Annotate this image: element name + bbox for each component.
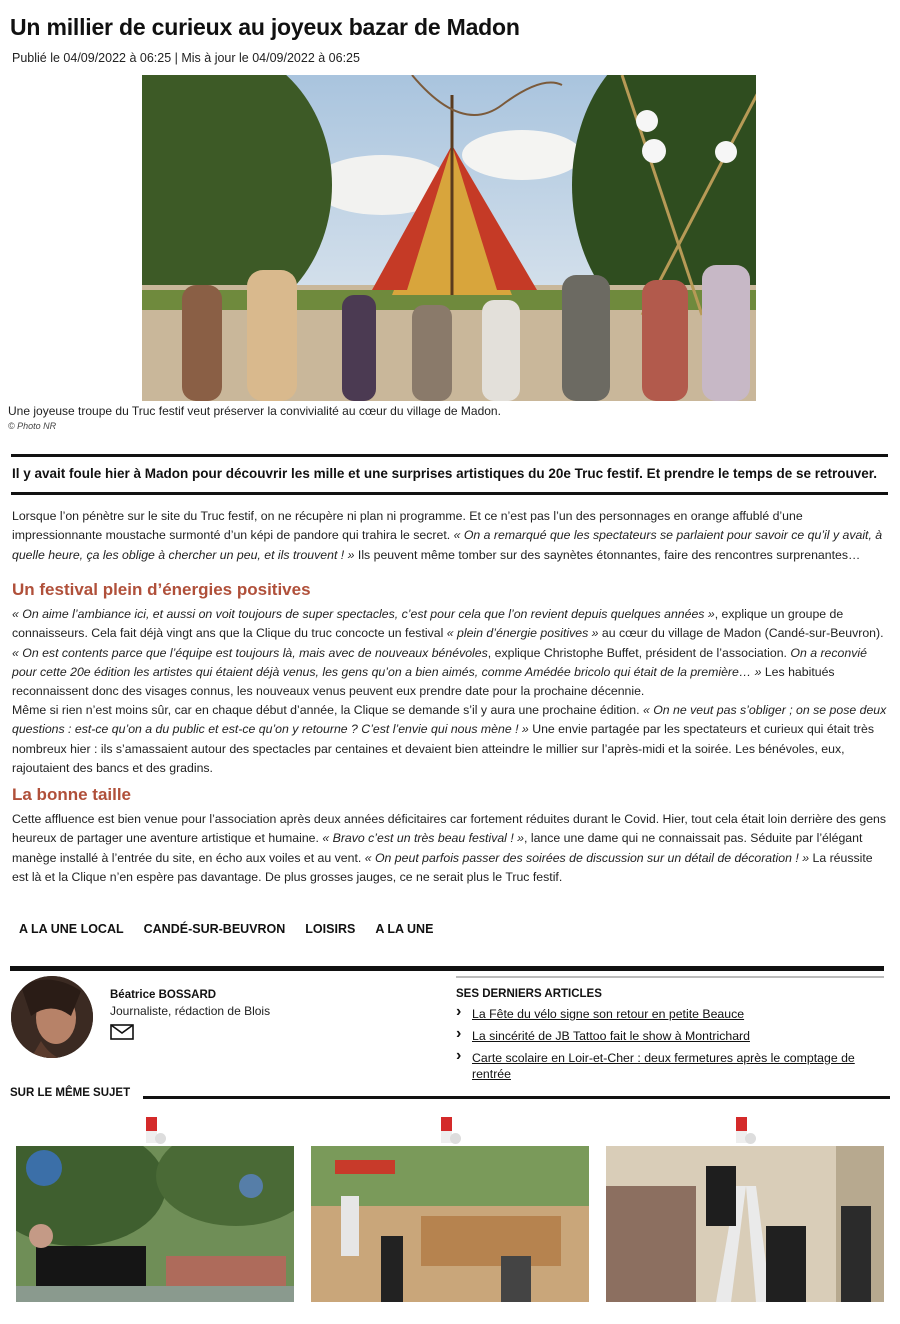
last-articles-rule xyxy=(456,976,884,978)
photo-credit: © Photo NR xyxy=(8,421,57,431)
flag-icon xyxy=(146,1117,157,1143)
subheading-bonne-taille: La bonne taille xyxy=(12,785,132,804)
related-card-2[interactable] xyxy=(311,1117,591,1305)
tag-loisirs[interactable]: LOISIRS xyxy=(305,922,356,936)
related-card-image[interactable] xyxy=(311,1146,589,1302)
paragraph-3: Même si rien n’est moins sûr, car en chaque début d’année, la Clique se demande s’il y aura une prochaine édition. « On ne veut pas s’obliger ; on se pose deux questions : est-ce qu’on a du public et est-ce qu’on y retourne ? C’est l’envie qui nous mène ! » Une envie partagée par les spectateurs et curieux qui était très nombreux hier : ils s’amassaient autour des spectacles par centaines et devaient bien atteindre le millier sur l’après-midi et la soirée. Les bénévoles, eux, rajoutaient des bancs et des gradins. xyxy=(12,703,887,775)
related-card-image[interactable] xyxy=(606,1146,884,1302)
photo-caption: Une joyeuse troupe du Truc festif veut préserver la convivialité au cœur du village de Madon. xyxy=(8,404,501,418)
chapo-bottom-rule xyxy=(11,492,888,495)
same-subject-title: SUR LE MÊME SUJET xyxy=(10,1087,131,1099)
last-articles-list xyxy=(456,1006,876,1088)
list-item xyxy=(456,1028,876,1044)
paragraph-1: Lorsque l’on pénètre sur le site du Truc festif, on ne récupère ni plan ni programme. Et ce n’est pas l’un des personnages en orange affublé d’une impressionnante moustache surmonté d’un képi de pandore qui trahira le secret. « On a remarqué que les spectateurs se parlaient pour savoir ce qu’il y avait, à quelle heure, ça les oblige à chercher un peu, et ils trouvent ! » Ils peuvent même tomber sur des saynètes étonnantes, faire des rencontres surprenantes… xyxy=(12,509,883,562)
mail-icon[interactable] xyxy=(110,1024,134,1040)
flag-icon xyxy=(441,1117,452,1143)
related-card-3[interactable] xyxy=(606,1117,886,1305)
chapo-top-rule xyxy=(11,454,888,457)
avatar[interactable] xyxy=(11,976,93,1058)
related-card-image[interactable] xyxy=(16,1146,294,1302)
last-articles-title: SES DERNIERS ARTICLES xyxy=(456,988,602,1000)
last-article-link[interactable]: La sincérité de JB Tattoo fait le show à Montrichard xyxy=(472,1029,750,1043)
tag-list xyxy=(19,922,433,936)
article-title: Un millier de curieux au joyeux bazar de Madon xyxy=(10,14,520,40)
article-lead: Il y avait foule hier à Madon pour découvrir les mille et une surprises artistiques du 20e Truc festif. Et prendre le temps de se retrouver. xyxy=(12,466,878,481)
paragraph-4: Cette affluence est bien venue pour l’association après deux années déficitaires car fortement réduites durant le Covid. Hier, tout cela était loin derrière des gens heureux de partager une aventure artistique et humaine. « Bravo c’est un très beau festival ! », lance une dame qui ne connaissait pas. Séduite par l’élégant manège installé à l’entrée du site, en écho aux voiles et au vent. « On peut parfois passer des soirées de discussion sur un détail de décoration ! » La réussite est là et la Clique n’en espère pas davantage. De plus grosses jauges, ce ne serait plus le Truc festif. xyxy=(12,812,887,884)
author-rule xyxy=(10,966,884,971)
last-article-link[interactable]: La Fête du vélo signe son retour en petite Beauce xyxy=(472,1007,745,1021)
author-role: Journaliste, rédaction de Blois xyxy=(110,1004,271,1018)
list-item xyxy=(456,1006,876,1022)
subheading-energies: Un festival plein d’énergies positives xyxy=(12,580,311,599)
tag-a-la-une[interactable]: A LA UNE xyxy=(375,922,434,936)
author-name[interactable]: Béatrice BOSSARD xyxy=(110,989,217,1001)
list-item xyxy=(456,1050,876,1082)
same-subject-rule xyxy=(143,1096,890,1099)
related-card-1[interactable] xyxy=(16,1117,296,1305)
flag-icon xyxy=(736,1117,747,1143)
paragraph-2: « On aime l’ambiance ici, et aussi on voit toujours de super spectacles, c’est pour cela que l’on revient depuis quelques années », explique un groupe de connaisseurs. Cela fait déjà vingt ans que la Clique du truc concocte un festival « plein d’énergie positives » au cœur du village de Madon (Candé-sur-Beuvron). « On est contents parce que l’équipe est toujours là, mais avec de nouveaux bénévoles, explique Christophe Buffet, président de l’association. On a reconvié pour cette 20e édition les artistes qui étaient déjà venus, les gens qu’on a bien aimés, comme Amédée bricolo qui était de la première… » Les habitués reconnaissent donc des visages connus, les nouveaux venus peuvent eux prendre date pour la prochaine décennie. xyxy=(12,607,884,699)
hero-photo xyxy=(142,75,756,401)
publication-dates: Publié le 04/09/2022 à 06:25 | Mis à jour le 04/09/2022 à 06:25 xyxy=(12,51,360,65)
tag-cande-sur-beuvron[interactable]: CANDÉ-SUR-BEUVRON xyxy=(143,922,286,936)
last-article-link[interactable]: Carte scolaire en Loir-et-Cher : deux fermetures après le comptage de rentrée xyxy=(472,1051,855,1081)
tag-a-la-une-local[interactable]: A LA UNE LOCAL xyxy=(19,922,124,936)
